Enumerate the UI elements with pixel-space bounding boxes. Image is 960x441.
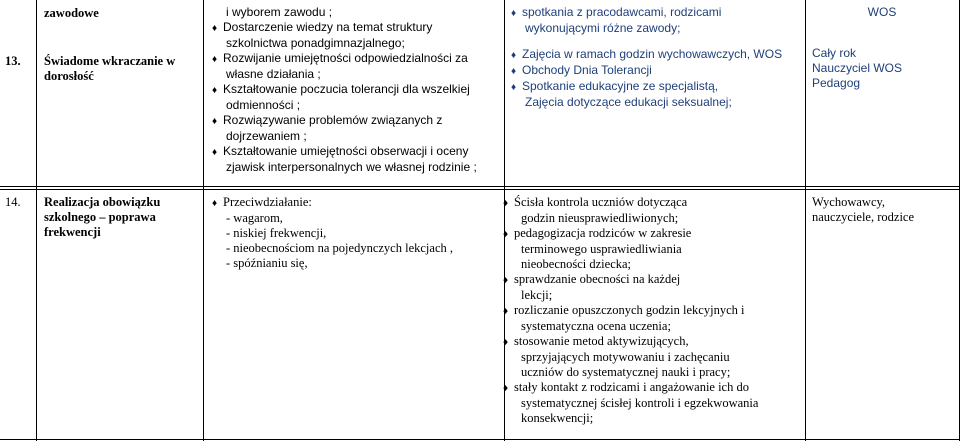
diamond-bullet-icon: ♦: [212, 85, 218, 96]
row-13-tasks: [212, 5, 477, 175]
row-13-forms: [511, 5, 782, 110]
task-line: ♦ Rozwijanie umiejętności odpowiedzialności za: [212, 51, 468, 65]
form-line: ♦ Ścisła kontrola uczniów dotycząca: [503, 195, 688, 209]
row-14-responsible: [812, 195, 914, 225]
diamond-bullet-icon: ♦: [212, 23, 218, 34]
form-line: wykonującymi różne zawody;: [525, 21, 681, 35]
task-line: ♦ Rozwiązywanie problemów związanych z: [212, 113, 443, 127]
task-line: - wagarom,: [226, 211, 283, 225]
form-line: lekcji;: [521, 288, 553, 302]
diamond-bullet-icon: ♦: [503, 306, 509, 317]
responsible-line: Wychowawcy,: [812, 195, 886, 209]
row-14-tasks: [212, 195, 453, 271]
form-line: ♦ Zajęcia w ramach godzin wychowawczych, WOS: [511, 47, 783, 61]
form-line: ♦ rozliczanie opuszczonych godzin lekcyjnych i: [503, 303, 745, 317]
task-line: ♦ Przeciwdziałanie:: [212, 195, 312, 209]
form-line: systematycznej ścisłej kontroli i egzekwowania: [521, 396, 759, 410]
diamond-bullet-icon: ♦: [511, 50, 517, 61]
row-divider: [0, 186, 960, 187]
responsible-line: Pedagog: [812, 76, 861, 90]
task-line: ♦ Kształtowanie poczucia tolerancji dla wszelkiej: [212, 82, 470, 96]
row-14-number: 14.: [5, 195, 21, 209]
diamond-bullet-icon: ♦: [212, 54, 218, 65]
form-line: ♦ stosowanie metod aktywizujących,: [503, 334, 689, 348]
form-line: uczniów do systematycznej nauki i pracy;: [521, 365, 731, 379]
form-line: konsekwencji;: [521, 411, 594, 425]
row-14-title: [44, 195, 160, 240]
form-line: terminowego usprawiedliwiania: [521, 242, 682, 256]
task-line: odmienności ;: [226, 98, 301, 112]
form-line: ♦ spotkania z pracodawcami, rodzicami: [511, 5, 722, 19]
task-line: - nieobecnościom na pojedynczych lekcjach ,: [226, 241, 453, 255]
diamond-bullet-icon: ♦: [503, 383, 509, 394]
diamond-bullet-icon: ♦: [503, 337, 509, 348]
task-line: dojrzewaniem ;: [226, 129, 307, 143]
diamond-bullet-icon: ♦: [503, 198, 509, 209]
responsible-top: WOS: [867, 5, 897, 19]
row-14-title-line: frekwencji: [44, 225, 101, 239]
diamond-bullet-icon: ♦: [212, 147, 218, 158]
form-line: systematyczna ocena uczenia;: [521, 319, 671, 333]
task-line: zjawisk interpersonalnych we własnej rodzinie ;: [226, 160, 477, 174]
form-line: godzin nieusprawiedliwionych;: [521, 211, 679, 225]
diamond-bullet-icon: ♦: [511, 8, 517, 19]
form-line: Zajęcia dotyczące edukacji seksualnej;: [525, 95, 732, 109]
table-bottom-border: [0, 439, 960, 440]
diamond-bullet-icon: ♦: [503, 275, 509, 286]
responsible-line: Nauczyciel WOS: [812, 61, 903, 75]
task-line: własne działania ;: [226, 67, 321, 81]
form-line: ♦ sprawdzanie obecności na każdej: [503, 272, 681, 286]
task-line: - spóźnianiu się,: [226, 256, 308, 270]
form-line: nieobecności dziecka;: [521, 257, 632, 271]
task-line: ♦ Kształtowanie umiejętności obserwacji i oceny: [212, 144, 469, 158]
row-13-number: 13.: [5, 54, 21, 68]
form-line: sprzyjających motywowaniu i zachęcaniu: [521, 350, 730, 364]
diamond-bullet-icon: ♦: [212, 198, 218, 209]
task-line: szkolnictwa ponadgimnazjalnego;: [226, 36, 405, 50]
diamond-bullet-icon: ♦: [511, 82, 517, 93]
row-13-title-line: dorosłość: [44, 69, 94, 83]
diamond-bullet-icon: ♦: [511, 66, 517, 77]
task-line: i wyborem zawodu ;: [226, 5, 333, 19]
row-13-responsible: [812, 5, 952, 91]
form-line: ♦ Spotkanie edukacyjne ze specjalistą,: [511, 79, 719, 93]
row-13-title: [44, 6, 175, 84]
row-13-title-line: Świadome wkraczanie w: [44, 54, 176, 68]
row-14-forms: [503, 195, 758, 426]
grid-line-v1: [36, 0, 37, 441]
form-line: ♦ Obchody Dnia Tolerancji: [511, 63, 652, 77]
row-top-fragment: zawodowe: [44, 6, 99, 20]
form-line: ♦ stały kontakt z rodzicami i angażowanie ich do: [503, 380, 749, 394]
form-line: ♦ pedagogizacja rodziców w zakresie: [503, 226, 692, 240]
diamond-bullet-icon: ♦: [503, 229, 509, 240]
row-divider-2: [0, 189, 960, 190]
responsible-line: nauczyciele, rodzice: [812, 210, 915, 224]
task-line: ♦ Dostarczenie wiedzy na temat struktury: [212, 20, 433, 34]
row-14-title-line: Realizacja obowiązku: [44, 195, 161, 209]
grid-line-v2: [203, 0, 204, 441]
grid-line-v4: [805, 0, 806, 441]
diamond-bullet-icon: ♦: [212, 116, 218, 127]
responsible-line: Cały rok: [812, 46, 857, 60]
task-line: - niskiej frekwencji,: [226, 226, 327, 240]
row-14-title-line: szkolnego – poprawa: [44, 210, 156, 224]
